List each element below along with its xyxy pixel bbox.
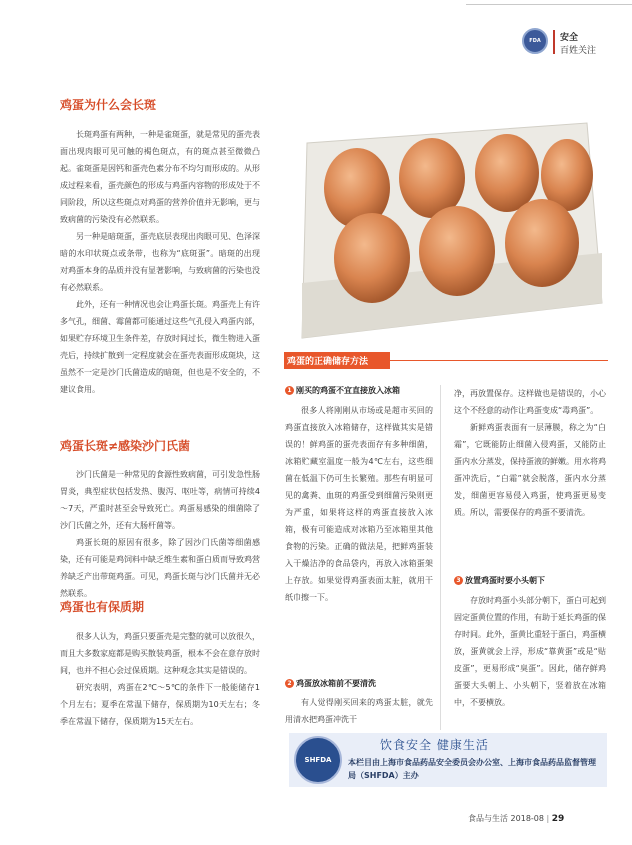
tip-1-heading xyxy=(285,385,400,396)
egg-carton-illustration xyxy=(287,103,607,351)
paragraph: 长斑鸡蛋有两种，一种是雀斑蛋，就是常见的蛋壳表面出现肉眼可见可触的褐色斑点，有的斑点甚至微微凸起。雀斑蛋是因钙和蛋壳色素分布不均匀而形成的。从形成过程来看，蛋壳颜色的形成与鸡蛋内容物的形成处于不同阶段，所以这些斑点对鸡蛋的营养价值并无影响，更与致病菌的污染没有必然联系。 xyxy=(60,130,260,224)
section-title-shelf-life: 鸡蛋也有保质期 xyxy=(60,600,145,614)
paragraph: 此外，还有一种情况也会让鸡蛋长斑。鸡蛋壳上有许多气孔，细菌、霉菌都可能通过这些气孔侵入鸡蛋内部，如果贮存环境卫生条件差，存放时间过长，微生物进入蛋壳后，持续扩散到一定程度就会在蛋壳表面形成斑块，这虽然不一定是沙门氏菌造成的暗斑，但也是不安全的，不建议食用。 xyxy=(60,300,260,394)
section-spots-body xyxy=(60,126,260,398)
storage-banner xyxy=(284,352,390,369)
tip-3-title: 放置鸡蛋时要小头朝下 xyxy=(465,576,545,585)
egg xyxy=(475,134,539,212)
paragraph: 有人觉得刚买回来的鸡蛋太脏，就先用清水把鸡蛋冲洗干 xyxy=(285,698,433,724)
paragraph: 存放时鸡蛋小头部分朝下，蛋白可起到固定蛋黄位置的作用，有助于延长鸡蛋的保存时间。此外，蛋黄比重轻于蛋白，鸡蛋横放，蛋黄就会上浮，形成“靠黄蛋”或是“贴皮蛋”，更易形成“臭蛋”。因此，储存鲜鸡蛋要大头朝上、小头朝下，竖着放在冰箱中，不要横放。 xyxy=(454,596,606,707)
category-label: 安全 xyxy=(560,33,579,43)
tip-2-continued xyxy=(454,385,606,521)
category-bar xyxy=(553,30,555,54)
paragraph: 很多人认为，鸡蛋只要蛋壳是完整的就可以放很久，而且大多数家庭都是购买散装鸡蛋，根本不会在意存放时间，也并不担心会过保质期。这种观念其实是错误的。 xyxy=(60,632,260,675)
page-number: 29 xyxy=(551,814,565,824)
paragraph: 净，再放置保存。这样做也是错误的，小心这个不经意的动作让鸡蛋变成“毒鸡蛋”。 xyxy=(454,389,606,415)
banner-rule xyxy=(390,360,608,361)
paragraph: 鸡蛋长斑的原因有很多，除了因沙门氏菌等细菌感染，还有可能是鸡饲料中缺乏维生素和蛋白质而导致鸡营养缺乏产出带斑鸡蛋。可见，鸡蛋长斑与沙门氏菌并无必然联系。 xyxy=(60,538,260,598)
paragraph: 沙门氏菌是一种常见的食源性致病菌，可引发急性肠胃炎，典型症状包括发热、腹泻、呕吐等，病情可持续4～7天，严重时甚至会导致死亡。鸡蛋易感染的细菌除了沙门氏菌之外，还有大肠杆菌等。 xyxy=(60,470,260,530)
section-shelf-life-body xyxy=(60,628,260,730)
paragraph: 研究表明，鸡蛋在2℃～5℃的条件下一般能储存1个月左右；夏季在常温下储存，保质期为10天左右；冬季在常温下储存，保质期为15天左右。 xyxy=(60,683,260,726)
paragraph: 新鲜鸡蛋表面有一层薄膜，称之为“白霜”，它既能防止细菌入侵鸡蛋，又能防止蛋内水分蒸发，保持蛋液的鲜嫩。用水将鸡蛋冲洗后，“白霜”就会脱落，蛋内水分蒸发，细菌更容易侵入鸡蛋，使鸡蛋更易变质。所以，需要保存的鸡蛋不要清洗。 xyxy=(454,423,606,517)
shfda-seal-icon xyxy=(294,736,342,784)
egg xyxy=(505,199,579,287)
tip-1-number: 1 xyxy=(285,386,294,395)
fda-logo-icon xyxy=(522,28,548,54)
column-divider xyxy=(440,385,441,730)
section-title-salmonella: 鸡蛋长斑≠感染沙门氏菌 xyxy=(60,439,191,453)
storage-banner-text: 鸡蛋的正确储存方法 xyxy=(287,357,369,367)
paragraph: 很多人将刚刚从市场或是超市买回的鸡蛋直接放入冰箱储存，这样做其实是错误的！鲜鸡蛋的蛋壳表面存有多种细菌，冰箱贮藏室温度一般为4℃左右，这些细菌在低温下仍可生长繁殖。那些有明显可见的禽粪、血斑的鸡蛋受到细菌污染则更为严重，如果将这样的鸡蛋直接放入冰箱，极有可能造成对冰箱乃至冰箱里其他食物的污染。正确的做法是，把鲜鸡蛋装入干燥洁净的食品袋内，再放入冰箱蛋架上存放。如果觉得鸡蛋表面太脏，就用干纸巾擦一下。 xyxy=(285,406,433,602)
issue-date: 2018-08 xyxy=(510,814,544,823)
section-title-spots: 鸡蛋为什么会长斑 xyxy=(60,98,157,112)
egg xyxy=(419,206,495,296)
magazine-name: 食品与生活 xyxy=(468,814,508,823)
egg xyxy=(399,138,465,218)
tip-1-title: 刚买的鸡蛋不宜直接放入冰箱 xyxy=(296,386,400,395)
tip-2-title: 鸡蛋放冰箱前不要清洗 xyxy=(296,679,376,688)
tip-2-body xyxy=(285,694,433,728)
tip-2-heading xyxy=(285,678,376,689)
seal-text: SHFDA xyxy=(304,756,332,764)
page-footer: 食品与生活 2018-08 | 29 xyxy=(468,814,565,824)
tip-3-heading xyxy=(454,575,545,586)
paragraph: 另一种是暗斑蛋，蛋壳底层表现出肉眼可见、色泽深暗的水印状斑点或条带，也称为“底斑蛋”。暗斑的出现对鸡蛋本身的品质并没有显著影响，与致病菌的污染也没有必然联系。 xyxy=(60,232,260,292)
sponsor-title: 饮食安全 健康生活 xyxy=(380,738,489,752)
tip-3-body xyxy=(454,592,606,711)
subcategory-label: 百姓关注 xyxy=(560,46,597,56)
header-rule xyxy=(466,4,632,5)
tip-1-body xyxy=(285,402,433,606)
section-salmonella-body xyxy=(60,466,260,602)
tip-3-number: 3 xyxy=(454,576,463,585)
egg xyxy=(334,213,410,303)
logo-text: FDA xyxy=(529,38,541,44)
tip-2-number: 2 xyxy=(285,679,294,688)
sponsor-text: 本栏目由上海市食品药品安全委员会办公室、上海市食品药品监督管理局（SHFDA）主办 xyxy=(348,758,596,780)
